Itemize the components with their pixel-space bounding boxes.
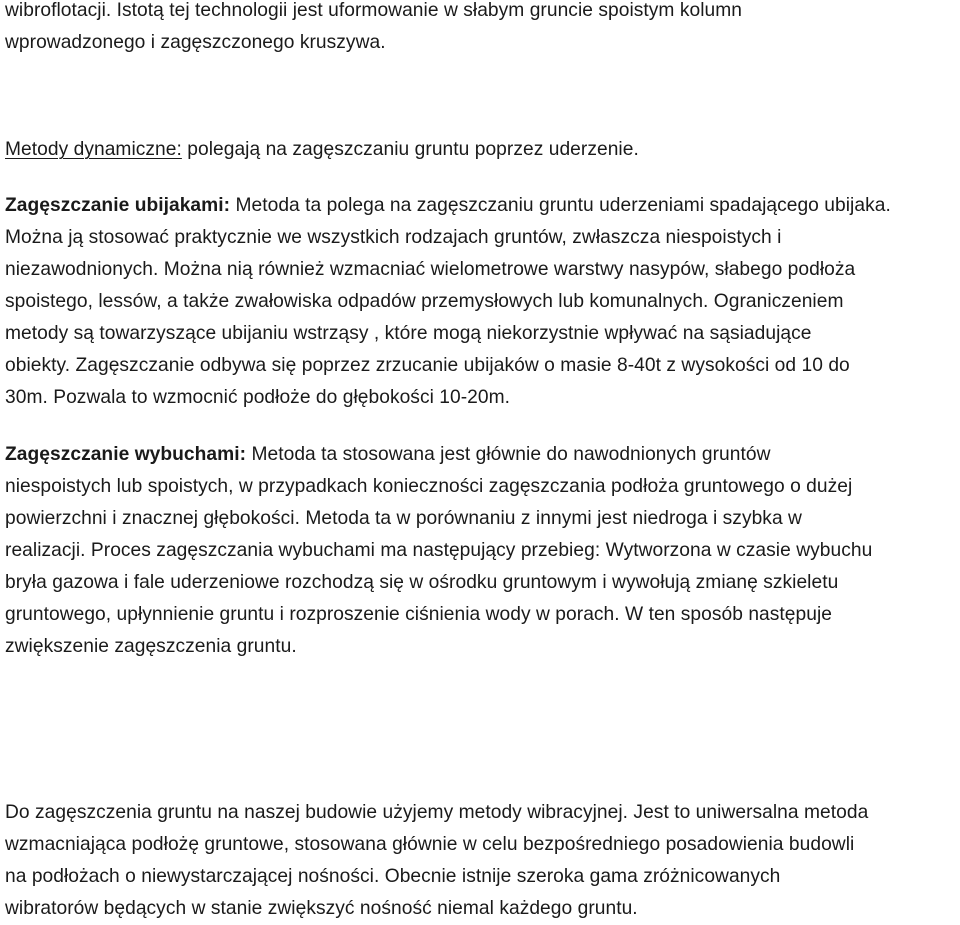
blasting-term: Zagęszczanie wybuchami: bbox=[5, 444, 247, 465]
conclusion-line: na podłożach o niewystarczającej nośności. Obecnie istnije szeroka gama zróżnicowanych bbox=[5, 866, 781, 887]
intro-line: wibroflotacji. Istotą tej technologii jest uformowanie w słabym gruncie spoistym kolumn bbox=[5, 0, 742, 21]
blasting-paragraph bbox=[5, 439, 872, 663]
tamping-line: Można ją stosować praktycznie we wszystkich rodzajach gruntów, zwłaszcza niespoistych i bbox=[5, 227, 782, 248]
tamping-line: obiekty. Zagęszczanie odbywa się poprzez zrzucanie ubijaków o masie 8-40t z wysokości od 10 do bbox=[5, 355, 850, 376]
conclusion-line: wzmacniająca podłożę gruntowe, stosowana głównie w celu bezpośredniego posadowienia budowli bbox=[5, 834, 855, 855]
blasting-first-line-rest: Metoda ta stosowana jest głównie do nawodnionych gruntów bbox=[246, 444, 771, 465]
conclusion-line: wibratorów będących w stanie zwiększyć nośność niemal każdego gruntu. bbox=[5, 898, 638, 919]
blasting-line: gruntowego, upłynnienie gruntu i rozproszenie ciśnienia wody w porach. W ten sposób następuje bbox=[5, 604, 833, 625]
intro-line: wprowadzonego i zagęszczonego kruszywa. bbox=[5, 32, 386, 53]
intro-paragraph bbox=[5, 0, 742, 59]
blasting-line: powierzchni i znacznej głębokości. Metoda ta w porównaniu z innymi jest niedroga i szybka w bbox=[5, 508, 802, 529]
tamping-paragraph bbox=[5, 190, 891, 414]
conclusion-line: Do zagęszczenia gruntu na naszej budowie użyjemy metody wibracyjnej. Jest to uniwersalna metoda bbox=[5, 802, 869, 823]
blasting-line: zwiększenie zagęszczenia gruntu. bbox=[5, 636, 297, 657]
conclusion-paragraph bbox=[5, 797, 868, 925]
tamping-term: Zagęszczanie ubijakami: bbox=[5, 195, 231, 216]
dynamic-methods-heading: Metody dynamiczne: bbox=[5, 139, 182, 160]
blasting-line: bryła gazowa i fale uderzeniowe rozchodzą się w ośrodku gruntowym i wywołują zmianę szkieletu bbox=[5, 572, 839, 593]
tamping-line: metody są towarzyszące ubijaniu wstrząsy , które mogą niekorzystnie wpływać na sąsiadujące bbox=[5, 323, 812, 344]
tamping-line bbox=[5, 190, 891, 222]
dynamic-methods-line bbox=[5, 134, 639, 166]
dynamic-methods-text: polegają na zagęszczaniu gruntu poprzez uderzenie. bbox=[181, 139, 639, 160]
blasting-line bbox=[5, 439, 872, 471]
dynamic-methods-paragraph bbox=[5, 134, 639, 166]
blasting-line: realizacji. Proces zagęszczania wybuchami ma następujący przebieg: Wytworzona w czasie wybuchu bbox=[5, 540, 873, 561]
tamping-line: spoistego, lessów, a także zwałowiska odpadów przemysłowych lub komunalnych. Ograniczeniem bbox=[5, 291, 844, 312]
tamping-first-line-rest: Metoda ta polega na zagęszczaniu gruntu uderzeniami spadającego ubijaka. bbox=[230, 195, 891, 216]
tamping-line: 30m. Pozwala to wzmocnić podłoże do głębokości 10-20m. bbox=[5, 387, 511, 408]
blasting-line: niespoistych lub spoistych, w przypadkach konieczności zagęszczania podłoża gruntowego o dużej bbox=[5, 476, 853, 497]
tamping-line: niezawodnionych. Można nią również wzmacniać wielometrowe warstwy nasypów, słabego podłoża bbox=[5, 259, 856, 280]
